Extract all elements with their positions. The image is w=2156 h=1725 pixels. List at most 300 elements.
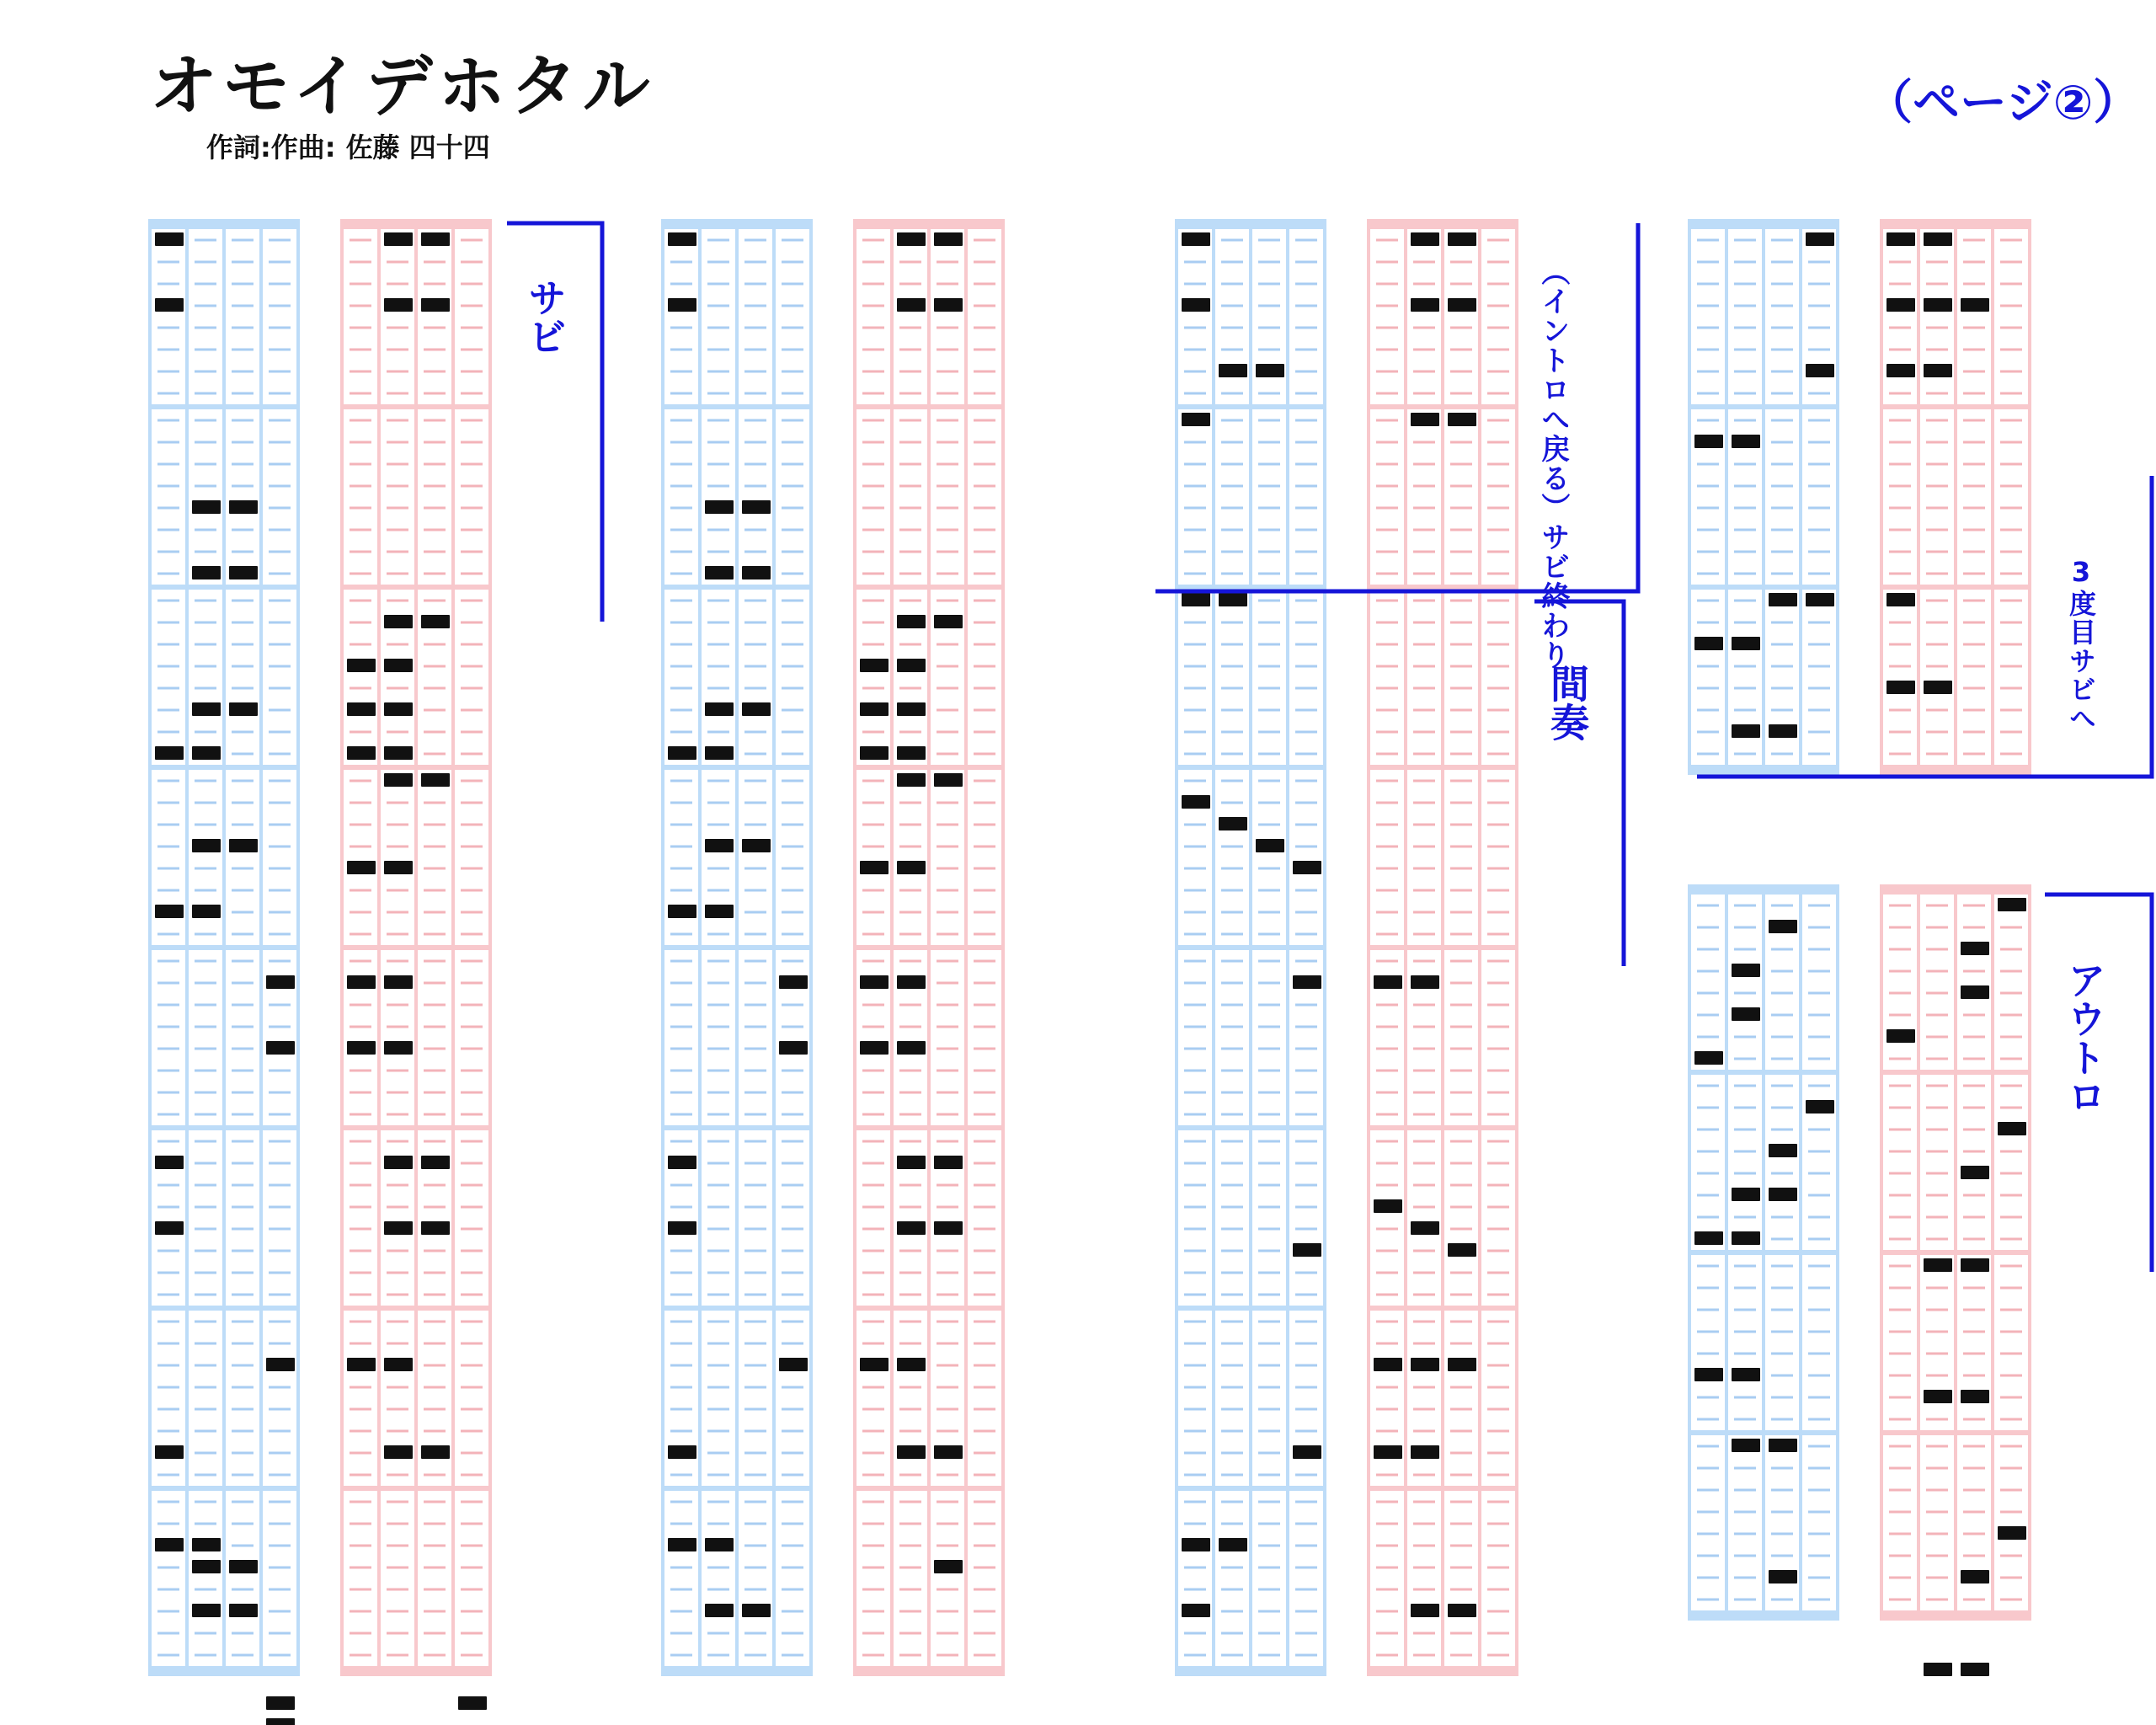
row-dash [1963, 1216, 1985, 1219]
row-dash [461, 239, 483, 242]
row-dash [1258, 1228, 1280, 1231]
row-dash [670, 1408, 692, 1411]
row-dash [974, 802, 995, 804]
row-dash [1487, 551, 1509, 553]
row-dash [1184, 731, 1206, 734]
row-dash [1295, 507, 1317, 510]
row-dash [1926, 992, 1948, 995]
row-dash [782, 1632, 803, 1635]
row-dash [1221, 1004, 1243, 1007]
row-dash [670, 960, 692, 963]
row-dash [1697, 529, 1719, 531]
row-dash [1926, 1353, 1948, 1355]
row-dash [1808, 1238, 1830, 1241]
note [421, 1156, 450, 1169]
note [421, 232, 450, 246]
row-dash [1184, 1589, 1206, 1591]
row-dash [1487, 1321, 1509, 1323]
row-dash [707, 1654, 729, 1657]
row-dash [1376, 393, 1398, 395]
row-dash [350, 644, 371, 646]
row-dash [232, 1048, 253, 1050]
row-dash [670, 419, 692, 422]
row-dash [424, 687, 446, 690]
row-dash [232, 687, 253, 690]
row-dash [862, 1250, 884, 1252]
row-dash [269, 1654, 291, 1657]
row-dash [1963, 1151, 1985, 1153]
row-dash [782, 507, 803, 510]
row-dash [350, 1610, 371, 1613]
row-dash [1926, 1533, 1948, 1535]
note [897, 975, 926, 989]
row-dash [1963, 1533, 1985, 1535]
row-dash [424, 665, 446, 668]
row-dash [1413, 802, 1435, 804]
row-dash [1889, 1555, 1911, 1557]
row-dash [1184, 1408, 1206, 1411]
note [1924, 681, 1952, 694]
note [897, 861, 926, 874]
row-dash [782, 1272, 803, 1274]
row-dash [461, 1206, 483, 1209]
row-dash [1734, 1599, 1756, 1601]
row-dash [1184, 622, 1206, 624]
row-dash [1926, 441, 1948, 444]
row-dash [1926, 1151, 1948, 1153]
row-dash [195, 1184, 216, 1187]
row-dash [1734, 1331, 1756, 1333]
row-dash [461, 960, 483, 963]
row-dash [1734, 1107, 1756, 1109]
note [1182, 1538, 1210, 1551]
row-dash [350, 305, 371, 307]
row-dash [862, 1070, 884, 1072]
row-dash [2000, 948, 2022, 951]
note [1293, 1445, 1321, 1459]
row-dash [1889, 1353, 1911, 1355]
row-dash [1963, 1489, 1985, 1492]
row-dash [1413, 1632, 1435, 1635]
row-dash [1221, 687, 1243, 690]
row-dash [937, 261, 958, 264]
row-dash [862, 419, 884, 422]
note [266, 1041, 295, 1055]
left-hand-bottom-band [148, 1666, 300, 1676]
measure-separator [661, 765, 813, 770]
measure-separator [340, 765, 492, 770]
row-dash [1926, 551, 1948, 553]
row-dash [1184, 1228, 1206, 1231]
score-column-5 [1688, 884, 2031, 1676]
note [347, 659, 376, 672]
row-dash [1376, 802, 1398, 804]
row-dash [670, 441, 692, 444]
row-dash [1487, 622, 1509, 624]
row-dash [1295, 551, 1317, 553]
row-dash [461, 982, 483, 985]
row-dash [387, 1026, 408, 1028]
row-dash [195, 1070, 216, 1072]
row-dash [862, 1140, 884, 1143]
row-dash [1963, 393, 1985, 395]
row-dash [1295, 1048, 1317, 1050]
row-dash [461, 802, 483, 804]
note [229, 839, 258, 852]
row-dash [195, 644, 216, 646]
measure-separator [1175, 765, 1326, 770]
row-dash [707, 1162, 729, 1165]
row-dash [1487, 1343, 1509, 1345]
row-dash [1487, 889, 1509, 892]
row-dash [937, 1294, 958, 1296]
row-dash [1697, 1309, 1719, 1311]
row-dash [1413, 824, 1435, 826]
note [384, 746, 413, 760]
row-dash [1413, 1272, 1435, 1274]
row-dash [1221, 1430, 1243, 1433]
row-dash [899, 1610, 921, 1613]
row-dash [1926, 573, 1948, 575]
row-dash [461, 1501, 483, 1503]
row-dash [350, 1567, 371, 1569]
row-dash [670, 868, 692, 870]
row-dash [1808, 1331, 1830, 1333]
row-dash [937, 419, 958, 422]
row-dash [670, 687, 692, 690]
row-dash [1963, 485, 1985, 488]
row-dash [1697, 948, 1719, 951]
row-dash [350, 1250, 371, 1252]
row-dash [862, 1610, 884, 1613]
lane-border [1836, 229, 1839, 765]
row-dash [1926, 1036, 1948, 1039]
row-dash [1734, 1533, 1756, 1535]
row-dash [1258, 1523, 1280, 1525]
row-dash [782, 753, 803, 756]
row-dash [1295, 889, 1317, 892]
note [1448, 232, 1476, 246]
row-dash [1221, 573, 1243, 575]
row-dash [782, 1654, 803, 1657]
row-dash [1926, 1194, 1948, 1197]
row-dash [937, 1589, 958, 1591]
row-dash [387, 1632, 408, 1635]
label-interlude: 間奏 [1545, 664, 1590, 741]
row-dash [424, 393, 446, 395]
row-dash [1221, 1140, 1243, 1143]
row-dash [269, 507, 291, 510]
note [384, 975, 413, 989]
row-dash [1295, 371, 1317, 373]
row-dash [350, 551, 371, 553]
row-dash [707, 644, 729, 646]
row-dash [1771, 573, 1793, 575]
row-dash [899, 1272, 921, 1274]
row-dash [269, 1070, 291, 1072]
row-dash [424, 283, 446, 286]
row-dash [1258, 1321, 1280, 1323]
note [1182, 413, 1210, 426]
note [229, 566, 258, 579]
measure-separator [1688, 1250, 1839, 1255]
row-dash [1376, 709, 1398, 712]
note [1769, 1144, 1797, 1157]
note [1448, 298, 1476, 312]
row-dash [195, 868, 216, 870]
row-dash [387, 889, 408, 892]
row-dash [1487, 1228, 1509, 1231]
row-dash [1184, 441, 1206, 444]
row-dash [1295, 349, 1317, 351]
row-dash [461, 1474, 483, 1477]
row-dash [1771, 1599, 1793, 1601]
note [155, 1156, 184, 1169]
row-dash [424, 371, 446, 373]
note [1924, 364, 1952, 377]
row-dash [862, 1430, 884, 1433]
row-dash [1734, 485, 1756, 488]
row-dash [195, 1250, 216, 1252]
row-dash [1184, 753, 1206, 756]
row-dash [232, 889, 253, 892]
row-dash [387, 485, 408, 488]
note [1806, 232, 1834, 246]
row-dash [232, 441, 253, 444]
row-dash [1450, 753, 1472, 756]
row-dash [1184, 1250, 1206, 1252]
row-dash [1808, 1511, 1830, 1514]
note [897, 298, 926, 312]
row-dash [1926, 1107, 1948, 1109]
row-dash [1221, 239, 1243, 242]
row-dash [387, 1272, 408, 1274]
row-dash [1963, 1353, 1985, 1355]
row-dash [461, 371, 483, 373]
note [155, 905, 184, 918]
left-hand-top-band [1688, 884, 1839, 895]
row-dash [387, 1321, 408, 1323]
row-dash [2000, 1397, 2022, 1399]
row-dash [744, 1140, 766, 1143]
row-dash [1184, 1048, 1206, 1050]
row-dash [744, 665, 766, 668]
note [1182, 795, 1210, 809]
row-dash [1808, 1555, 1830, 1557]
row-dash [974, 709, 995, 712]
measure-separator [148, 1125, 300, 1130]
note [384, 1445, 413, 1459]
note [1998, 1526, 2026, 1540]
row-dash [1258, 1114, 1280, 1116]
row-dash [937, 600, 958, 602]
page-number-label: （ページ②） [1865, 76, 2141, 131]
row-dash [862, 529, 884, 531]
row-dash [1697, 261, 1719, 264]
row-dash [1771, 1129, 1793, 1131]
row-dash [744, 551, 766, 553]
row-dash [782, 393, 803, 395]
row-dash [157, 529, 179, 531]
row-dash [1258, 305, 1280, 307]
row-dash [1734, 573, 1756, 575]
row-dash [670, 1294, 692, 1296]
row-dash [1487, 529, 1509, 531]
row-dash [744, 419, 766, 422]
row-dash [782, 600, 803, 602]
note [192, 1604, 221, 1617]
row-dash [461, 1567, 483, 1569]
row-dash [670, 1567, 692, 1569]
row-dash [232, 283, 253, 286]
row-dash [1889, 529, 1911, 531]
row-dash [1889, 327, 1911, 329]
row-dash [461, 1272, 483, 1274]
row-dash [387, 1092, 408, 1094]
row-dash [1487, 1501, 1509, 1503]
row-dash [1413, 1408, 1435, 1411]
row-dash [1295, 933, 1317, 936]
row-dash [1450, 1228, 1472, 1231]
row-dash [862, 1386, 884, 1389]
row-dash [1926, 1058, 1948, 1060]
row-dash [195, 933, 216, 936]
note [192, 1560, 221, 1573]
row-dash [1413, 846, 1435, 848]
note [1448, 413, 1476, 426]
row-dash [744, 1632, 766, 1635]
note [705, 905, 734, 918]
row-dash [232, 1206, 253, 1209]
row-dash [974, 261, 995, 264]
row-dash [670, 933, 692, 936]
row-dash [974, 1501, 995, 1503]
row-dash [1808, 393, 1830, 395]
row-dash [461, 622, 483, 624]
row-dash [1926, 1014, 1948, 1017]
note [458, 1696, 487, 1710]
row-dash [670, 1114, 692, 1116]
row-dash [744, 1004, 766, 1007]
note [668, 1538, 696, 1551]
note [934, 615, 963, 628]
row-dash [707, 1523, 729, 1525]
row-dash [424, 911, 446, 914]
row-dash [1889, 905, 1911, 907]
row-dash [269, 283, 291, 286]
note [1182, 298, 1210, 312]
row-dash [1376, 731, 1398, 734]
row-dash [387, 1386, 408, 1389]
row-dash [1926, 1172, 1948, 1175]
row-dash [1487, 1567, 1509, 1569]
note [1694, 1368, 1723, 1381]
row-dash [1697, 1467, 1719, 1470]
row-dash [461, 551, 483, 553]
row-dash [350, 1632, 371, 1635]
right-hand-strip [853, 219, 1005, 1676]
row-dash [670, 1092, 692, 1094]
row-dash [1295, 283, 1317, 286]
row-dash [670, 529, 692, 531]
row-dash [862, 305, 884, 307]
row-dash [387, 1408, 408, 1411]
row-dash [1808, 1194, 1830, 1197]
row-dash [1295, 665, 1317, 668]
row-dash [461, 1430, 483, 1433]
row-dash [1926, 970, 1948, 973]
row-dash [1221, 1523, 1243, 1525]
row-dash [269, 1343, 291, 1345]
row-dash [1734, 948, 1756, 951]
row-dash [232, 1523, 253, 1525]
row-dash [1376, 1294, 1398, 1296]
row-dash [424, 1184, 446, 1187]
row-dash [1889, 970, 1911, 973]
row-dash [1697, 665, 1719, 668]
row-dash [937, 1408, 958, 1411]
row-dash [937, 1501, 958, 1503]
row-dash [744, 529, 766, 531]
row-dash [1413, 644, 1435, 646]
row-dash [1184, 371, 1206, 373]
row-dash [1184, 327, 1206, 329]
row-dash [670, 709, 692, 712]
row-dash [1808, 687, 1830, 690]
row-dash [707, 1474, 729, 1477]
row-dash [1487, 371, 1509, 373]
row-dash [424, 485, 446, 488]
row-dash [1450, 868, 1472, 870]
note [1411, 1358, 1439, 1371]
row-dash [1487, 1452, 1509, 1455]
left-hand-top-band [148, 219, 300, 229]
row-dash [974, 1272, 995, 1274]
row-dash [269, 889, 291, 892]
row-dash [1889, 1129, 1911, 1131]
row-dash [1889, 1418, 1911, 1421]
row-dash [424, 1092, 446, 1094]
row-dash [937, 1430, 958, 1433]
row-dash [1295, 1070, 1317, 1072]
row-dash [461, 731, 483, 734]
row-dash [1258, 933, 1280, 936]
row-dash [1295, 1026, 1317, 1028]
row-dash [1450, 1408, 1472, 1411]
row-dash [937, 1206, 958, 1209]
row-dash [1734, 305, 1756, 307]
row-dash [1450, 1294, 1472, 1296]
note [1732, 1007, 1760, 1021]
row-dash [269, 1452, 291, 1455]
note [266, 1718, 295, 1725]
row-dash [670, 665, 692, 668]
row-dash [1376, 665, 1398, 668]
row-dash [1450, 889, 1472, 892]
row-dash [782, 371, 803, 373]
row-dash [1889, 573, 1911, 575]
row-dash [1450, 1474, 1472, 1477]
row-dash [1295, 824, 1317, 826]
row-dash [2000, 1036, 2022, 1039]
row-dash [424, 1545, 446, 1547]
row-dash [1376, 1386, 1398, 1389]
row-dash [1258, 1501, 1280, 1503]
row-dash [744, 371, 766, 373]
row-dash [1413, 709, 1435, 712]
note [1411, 232, 1439, 246]
row-dash [1926, 709, 1948, 712]
